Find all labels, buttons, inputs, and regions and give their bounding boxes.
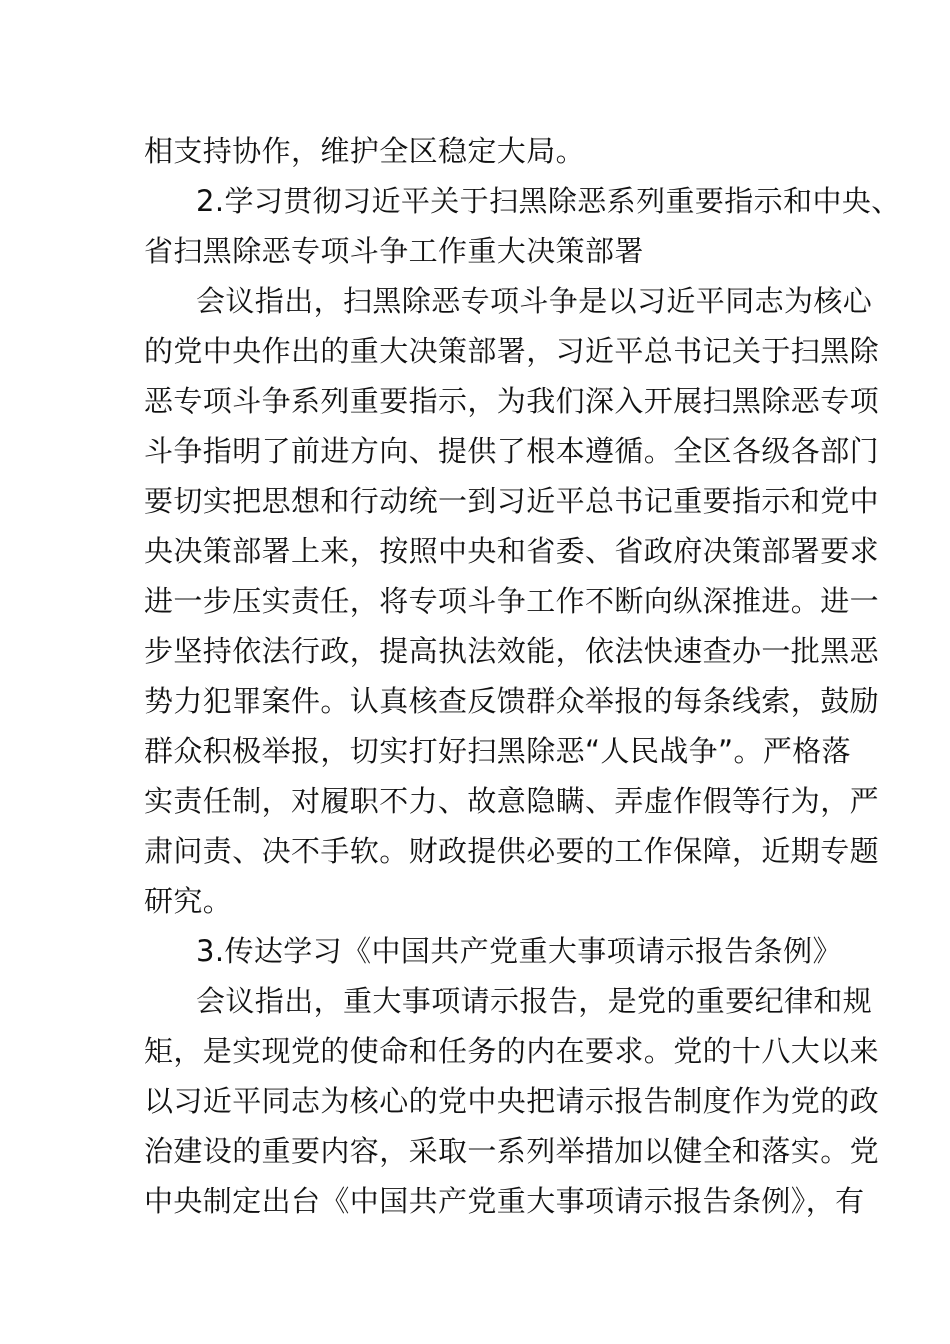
text-line: 步坚持依法行政，提高执法效能，依法快速查办一批黑恶 — [144, 634, 880, 668]
text-line: 肃问责、决不手软。财政提供必要的工作保障，近期专题 — [144, 834, 880, 868]
text-line: 央决策部署上来，按照中央和省委、省政府决策部署要求 — [144, 534, 880, 568]
text-line: 矩，是实现党的使命和任务的内在要求。党的十八大以来 — [144, 1034, 880, 1068]
text-line: 恶专项斗争系列重要指示，为我们深入开展扫黑除恶专项 — [144, 384, 880, 418]
paragraph-start: 会议指出，重大事项请示报告，是党的重要纪律和规 — [196, 984, 873, 1018]
text-line: 势力犯罪案件。认真核查反馈群众举报的每条线索，鼓励 — [144, 684, 880, 718]
paragraph-start: 会议指出，扫黑除恶专项斗争是以习近平同志为核心 — [196, 284, 873, 318]
text-line: 要切实把思想和行动统一到习近平总书记重要指示和党中 — [144, 484, 880, 518]
section-heading-cont: 省扫黑除恶专项斗争工作重大决策部署 — [144, 234, 644, 268]
text-line: 进一步压实责任，将专项斗争工作不断向纵深推进。进一 — [144, 584, 880, 618]
text-line: 研究。 — [144, 884, 233, 918]
text-line: 的党中央作出的重大决策部署，习近平总书记关于扫黑除 — [144, 334, 880, 368]
section-heading: 2.学习贯彻习近平关于扫黑除恶系列重要指示和中央、 — [196, 184, 901, 218]
text-line: 实责任制，对履职不力、故意隐瞒、弄虚作假等行为，严 — [144, 784, 880, 818]
text-line: 斗争指明了前进方向、提供了根本遵循。全区各级各部门 — [144, 434, 880, 468]
text-line: 以习近平同志为核心的党中央把请示报告制度作为党的政 — [144, 1084, 880, 1118]
text-line: 群众积极举报，切实打好扫黑除恶“人民战争”。严格落 — [144, 734, 852, 768]
text-line: 治建设的重要内容，采取一系列举措加以健全和落实。党 — [144, 1134, 880, 1168]
text-line: 相支持协作，维护全区稳定大局。 — [144, 134, 586, 168]
section-heading: 3.传达学习《中国共产党重大事项请示报告条例》 — [196, 934, 842, 968]
text-line: 中央制定出台《中国共产党重大事项请示报告条例》，有 — [144, 1184, 865, 1218]
